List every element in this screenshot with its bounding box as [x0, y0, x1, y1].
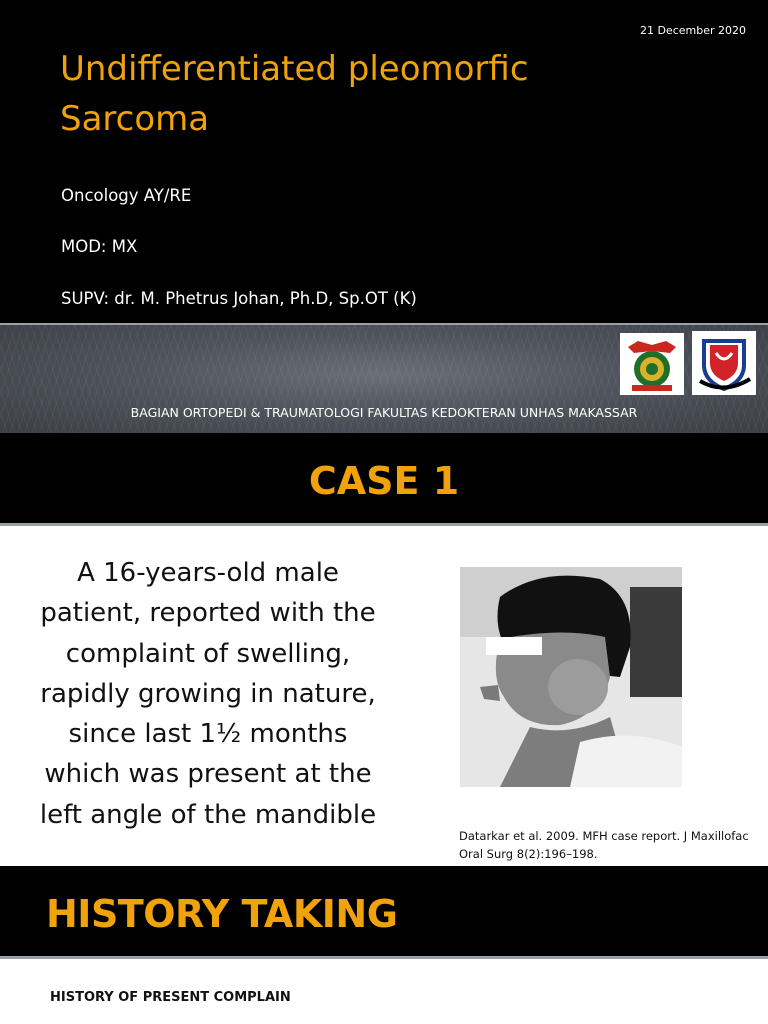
- citation-line: Oral Surg 8(2):196–198.: [459, 847, 598, 861]
- footer-band: [0, 323, 768, 435]
- history-header: [0, 866, 768, 956]
- slide-date: 21 December 2020: [639, 24, 746, 37]
- case-slide: [0, 433, 768, 866]
- title-line-2: Sarcoma: [60, 99, 210, 139]
- case-line: rapidly growing in nature,: [40, 678, 376, 709]
- presentation-title: [60, 44, 700, 144]
- subtitle-supervisor: SUPV: dr. M. Phetrus Johan, Ph.D, Sp.OT (K): [61, 289, 417, 308]
- history-subheading: HISTORY OF PRESENT COMPLAIN: [50, 990, 291, 1005]
- header-divider: [0, 523, 768, 526]
- ortho-department-logo: [692, 331, 756, 395]
- case-title: CASE 1: [308, 459, 460, 503]
- case-line: left angle of the mandible: [39, 799, 377, 830]
- university-seal-logo: [620, 333, 684, 395]
- case-line: since last 1½ months: [68, 719, 348, 750]
- citation-line: Datarkar et al. 2009. MFH case report. J Maxillofac: [459, 829, 749, 843]
- case-line: complaint of swelling,: [65, 638, 351, 669]
- subtitle-oncology: Oncology AY/RE: [61, 186, 192, 205]
- history-slide: [0, 866, 768, 1024]
- case-header: [0, 433, 768, 523]
- citation: [459, 827, 768, 863]
- title-line-1: Undifferentiated pleomorfic: [60, 49, 529, 89]
- patient-photo: [460, 567, 682, 787]
- faculty-footer-text: BAGIAN ORTOPEDI & TRAUMATOLOGI FAKULTAS KEDOKTERAN UNHAS MAKASSAR: [130, 405, 638, 420]
- case-description: [18, 553, 398, 835]
- title-slide: [0, 0, 768, 433]
- case-line: patient, reported with the: [40, 598, 376, 629]
- case-line: which was present at the: [44, 759, 372, 790]
- subtitle-mod: MOD: MX: [61, 237, 138, 256]
- case-line: A 16-years-old male: [77, 558, 339, 588]
- history-title: HISTORY TAKING: [46, 892, 398, 936]
- header-divider: [0, 956, 768, 959]
